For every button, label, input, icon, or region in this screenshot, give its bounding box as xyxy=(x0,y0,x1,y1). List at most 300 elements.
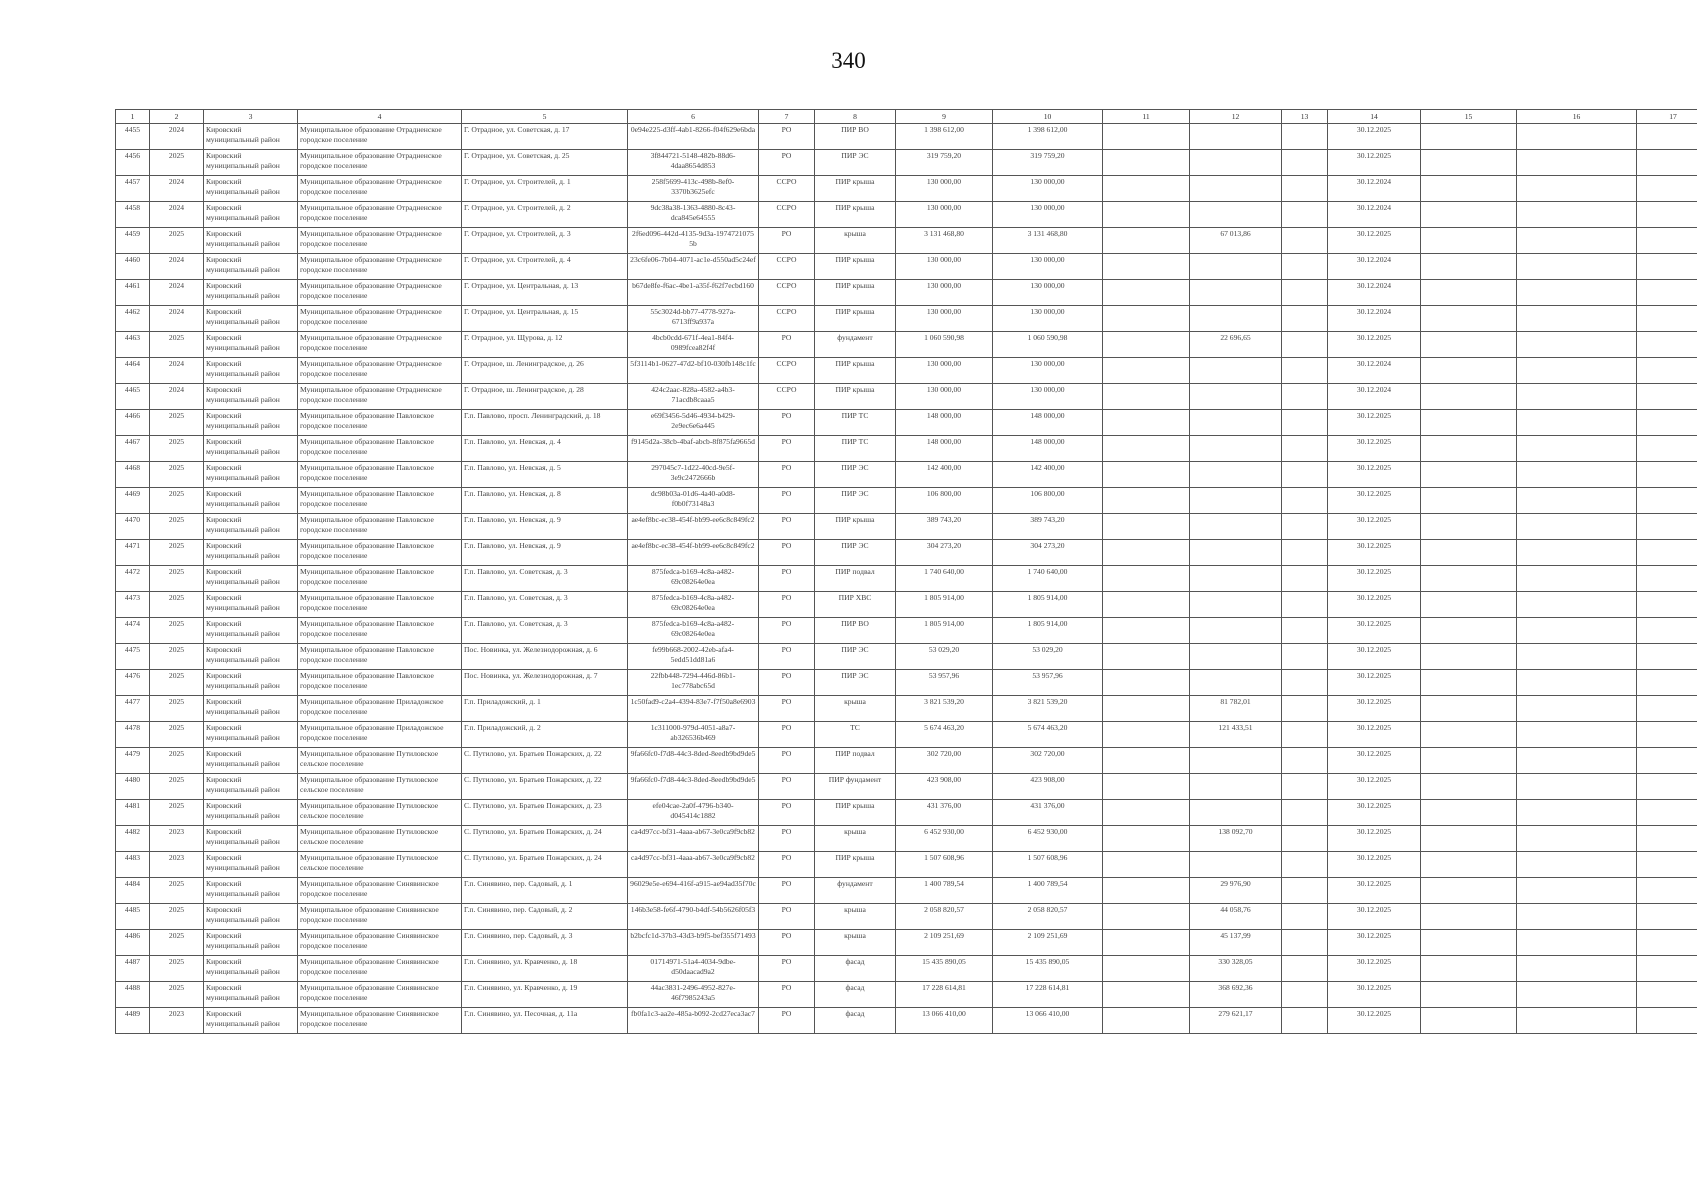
year-cell: 2025 xyxy=(150,150,204,176)
date-cell: 30.12.2025 xyxy=(1328,722,1421,748)
col-13-cell xyxy=(1282,774,1328,800)
col-12-cell xyxy=(1190,410,1282,436)
guid-cell: 146b3e58-fe6f-4790-b4df-54b5626f05f3 xyxy=(628,904,759,930)
column-header-3: 3 xyxy=(204,110,298,124)
row-number: 4473 xyxy=(116,592,150,618)
cost-total-cell: 142 400,00 xyxy=(993,462,1103,488)
date-cell: 30.12.2025 xyxy=(1328,956,1421,982)
district-cell: Кировский муниципальный район xyxy=(204,280,298,306)
col-17-cell xyxy=(1637,540,1697,566)
work-type-cell: фасад xyxy=(815,1008,896,1034)
cost-cell: 13 066 410,00 xyxy=(896,1008,993,1034)
guid-cell: ae4ef8bc-ec38-454f-bb99-ee6c8c849fc2 xyxy=(628,540,759,566)
col-11-cell xyxy=(1103,566,1190,592)
work-type-cell: фасад xyxy=(815,982,896,1008)
col-15-cell xyxy=(1421,202,1517,228)
col-15-cell xyxy=(1421,176,1517,202)
date-cell: 30.12.2025 xyxy=(1328,644,1421,670)
col-11-cell xyxy=(1103,150,1190,176)
year-cell: 2023 xyxy=(150,852,204,878)
date-cell: 30.12.2025 xyxy=(1328,332,1421,358)
row-number: 4486 xyxy=(116,930,150,956)
col-17-cell xyxy=(1637,410,1697,436)
work-type-cell: крыша xyxy=(815,826,896,852)
address-cell: Г.п. Павлово, ул. Невская, д. 9 xyxy=(462,514,628,540)
col-12-cell xyxy=(1190,774,1282,800)
municipality-cell: Муниципальное образование Отрадненское городское поселение xyxy=(298,254,462,280)
col-17-cell xyxy=(1637,592,1697,618)
work-type-cell: ТС xyxy=(815,722,896,748)
col-13-cell xyxy=(1282,930,1328,956)
col-15-cell xyxy=(1421,358,1517,384)
guid-cell: 875fedca-b169-4c8a-a482-69c08264e0ea xyxy=(628,592,759,618)
year-cell: 2024 xyxy=(150,384,204,410)
col-16-cell xyxy=(1517,280,1637,306)
register-table xyxy=(115,109,1697,1034)
cost-cell: 1 805 914,00 xyxy=(896,592,993,618)
col-11-cell xyxy=(1103,774,1190,800)
work-type-cell: ПИР ТС xyxy=(815,436,896,462)
col-17-cell xyxy=(1637,228,1697,254)
table-row xyxy=(116,514,1697,540)
district-cell: Кировский муниципальный район xyxy=(204,436,298,462)
table-row xyxy=(116,618,1697,644)
table-row xyxy=(116,358,1697,384)
col-11-cell xyxy=(1103,228,1190,254)
year-cell: 2024 xyxy=(150,358,204,384)
col-13-cell xyxy=(1282,1008,1328,1034)
col-15-cell xyxy=(1421,670,1517,696)
col-11-cell xyxy=(1103,254,1190,280)
col-12-cell xyxy=(1190,202,1282,228)
column-header-14: 14 xyxy=(1328,110,1421,124)
col-15-cell xyxy=(1421,410,1517,436)
work-type-cell: ПИР крыша xyxy=(815,176,896,202)
address-cell: С. Путилово, ул. Братьев Пожарских, д. 24 xyxy=(462,852,628,878)
table-body xyxy=(116,124,1697,1034)
municipality-cell: Муниципальное образование Синявинское городское поселение xyxy=(298,1008,462,1034)
col-16-cell xyxy=(1517,332,1637,358)
col-15-cell xyxy=(1421,514,1517,540)
year-cell: 2025 xyxy=(150,592,204,618)
table-row xyxy=(116,956,1697,982)
col-13-cell xyxy=(1282,280,1328,306)
cost-total-cell: 6 452 930,00 xyxy=(993,826,1103,852)
col-12-cell: 45 137,99 xyxy=(1190,930,1282,956)
col-15-cell xyxy=(1421,956,1517,982)
date-cell: 30.12.2025 xyxy=(1328,826,1421,852)
year-cell: 2023 xyxy=(150,826,204,852)
municipality-cell: Муниципальное образование Павловское городское поселение xyxy=(298,566,462,592)
work-type-cell: крыша xyxy=(815,930,896,956)
type-cell: ССРО xyxy=(759,280,815,306)
table-row xyxy=(116,930,1697,956)
address-cell: Г.п. Павлово, ул. Советская, д. 3 xyxy=(462,592,628,618)
col-16-cell xyxy=(1517,410,1637,436)
cost-total-cell: 13 066 410,00 xyxy=(993,1008,1103,1034)
cost-cell: 130 000,00 xyxy=(896,384,993,410)
guid-cell: fb0fa1c3-aa2e-485a-b092-2cd27eca3ac7 xyxy=(628,1008,759,1034)
municipality-cell: Муниципальное образование Отрадненское городское поселение xyxy=(298,228,462,254)
municipality-cell: Муниципальное образование Отрадненское городское поселение xyxy=(298,202,462,228)
date-cell: 30.12.2025 xyxy=(1328,982,1421,1008)
col-15-cell xyxy=(1421,826,1517,852)
type-cell: РО xyxy=(759,670,815,696)
guid-cell: ca4d97cc-bf31-4aaa-ab67-3e0ca9f9cb82 xyxy=(628,826,759,852)
municipality-cell: Муниципальное образование Отрадненское городское поселение xyxy=(298,124,462,150)
row-number: 4471 xyxy=(116,540,150,566)
cost-total-cell: 130 000,00 xyxy=(993,306,1103,332)
year-cell: 2024 xyxy=(150,202,204,228)
cost-cell: 142 400,00 xyxy=(896,462,993,488)
municipality-cell: Муниципальное образование Отрадненское городское поселение xyxy=(298,332,462,358)
type-cell: ССРО xyxy=(759,254,815,280)
district-cell: Кировский муниципальный район xyxy=(204,592,298,618)
col-15-cell xyxy=(1421,436,1517,462)
cost-cell: 1 398 612,00 xyxy=(896,124,993,150)
work-type-cell: ПИР крыша xyxy=(815,384,896,410)
table-row xyxy=(116,254,1697,280)
table-row xyxy=(116,384,1697,410)
district-cell: Кировский муниципальный район xyxy=(204,618,298,644)
year-cell: 2024 xyxy=(150,176,204,202)
cost-cell: 17 228 614,81 xyxy=(896,982,993,1008)
district-cell: Кировский муниципальный район xyxy=(204,930,298,956)
col-16-cell xyxy=(1517,722,1637,748)
row-number: 4484 xyxy=(116,878,150,904)
type-cell: РО xyxy=(759,722,815,748)
cost-cell: 5 674 463,20 xyxy=(896,722,993,748)
cost-total-cell: 1 805 914,00 xyxy=(993,618,1103,644)
type-cell: ССРО xyxy=(759,358,815,384)
district-cell: Кировский муниципальный район xyxy=(204,800,298,826)
address-cell: С. Путилово, ул. Братьев Пожарских, д. 22 xyxy=(462,748,628,774)
table-row xyxy=(116,332,1697,358)
guid-cell: 9fa66fc0-f7d8-44c3-8ded-8eedb9bd9de5 xyxy=(628,748,759,774)
col-16-cell xyxy=(1517,462,1637,488)
col-11-cell xyxy=(1103,878,1190,904)
address-cell: Г. Отрадное, ул. Советская, д. 17 xyxy=(462,124,628,150)
col-15-cell xyxy=(1421,462,1517,488)
address-cell: Г.п. Павлово, ул. Советская, д. 3 xyxy=(462,566,628,592)
col-12-cell: 279 621,17 xyxy=(1190,1008,1282,1034)
year-cell: 2025 xyxy=(150,878,204,904)
column-header-5: 5 xyxy=(462,110,628,124)
type-cell: РО xyxy=(759,826,815,852)
municipality-cell: Муниципальное образование Синявинское городское поселение xyxy=(298,878,462,904)
guid-cell: b67de8fe-f6ac-4be1-a35f-f62f7ecbd160 xyxy=(628,280,759,306)
cost-total-cell: 15 435 890,05 xyxy=(993,956,1103,982)
col-13-cell xyxy=(1282,852,1328,878)
date-cell: 30.12.2024 xyxy=(1328,280,1421,306)
district-cell: Кировский муниципальный район xyxy=(204,462,298,488)
date-cell: 30.12.2024 xyxy=(1328,384,1421,410)
col-11-cell xyxy=(1103,202,1190,228)
work-type-cell: фасад xyxy=(815,956,896,982)
col-16-cell xyxy=(1517,800,1637,826)
cost-total-cell: 130 000,00 xyxy=(993,254,1103,280)
col-11-cell xyxy=(1103,410,1190,436)
district-cell: Кировский муниципальный район xyxy=(204,774,298,800)
cost-total-cell: 1 740 640,00 xyxy=(993,566,1103,592)
col-15-cell xyxy=(1421,618,1517,644)
column-header-8: 8 xyxy=(815,110,896,124)
col-12-cell xyxy=(1190,852,1282,878)
type-cell: РО xyxy=(759,592,815,618)
col-13-cell xyxy=(1282,384,1328,410)
cost-total-cell: 1 400 789,54 xyxy=(993,878,1103,904)
col-11-cell xyxy=(1103,826,1190,852)
col-12-cell xyxy=(1190,644,1282,670)
col-17-cell xyxy=(1637,436,1697,462)
type-cell: РО xyxy=(759,644,815,670)
guid-cell: ca4d97cc-bf31-4aaa-ab67-3e0ca9f9cb82 xyxy=(628,852,759,878)
col-16-cell xyxy=(1517,696,1637,722)
municipality-cell: Муниципальное образование Павловское городское поселение xyxy=(298,644,462,670)
row-number: 4479 xyxy=(116,748,150,774)
municipality-cell: Муниципальное образование Синявинское городское поселение xyxy=(298,956,462,982)
col-11-cell xyxy=(1103,904,1190,930)
year-cell: 2024 xyxy=(150,254,204,280)
col-16-cell xyxy=(1517,826,1637,852)
column-header-12: 12 xyxy=(1190,110,1282,124)
table-row xyxy=(116,462,1697,488)
table-row xyxy=(116,1008,1697,1034)
col-13-cell xyxy=(1282,748,1328,774)
row-number: 4488 xyxy=(116,982,150,1008)
date-cell: 30.12.2025 xyxy=(1328,930,1421,956)
col-13-cell xyxy=(1282,410,1328,436)
table-row xyxy=(116,644,1697,670)
col-17-cell xyxy=(1637,124,1697,150)
district-cell: Кировский муниципальный район xyxy=(204,124,298,150)
work-type-cell: ПИР крыша xyxy=(815,358,896,384)
type-cell: ССРО xyxy=(759,384,815,410)
municipality-cell: Муниципальное образование Синявинское городское поселение xyxy=(298,982,462,1008)
col-17-cell xyxy=(1637,878,1697,904)
year-cell: 2025 xyxy=(150,982,204,1008)
district-cell: Кировский муниципальный район xyxy=(204,1008,298,1034)
col-13-cell xyxy=(1282,592,1328,618)
cost-cell: 1 060 590,98 xyxy=(896,332,993,358)
col-17-cell xyxy=(1637,800,1697,826)
col-15-cell xyxy=(1421,982,1517,1008)
guid-cell: fe99b668-2002-42eb-afa4-5edd51dd81a6 xyxy=(628,644,759,670)
guid-cell: 3f844721-5148-482b-88d6-4daa8654d853 xyxy=(628,150,759,176)
cost-cell: 106 800,00 xyxy=(896,488,993,514)
cost-total-cell: 3 821 539,20 xyxy=(993,696,1103,722)
municipality-cell: Муниципальное образование Павловское городское поселение xyxy=(298,592,462,618)
cost-cell: 148 000,00 xyxy=(896,436,993,462)
work-type-cell: ПИР ЭС xyxy=(815,670,896,696)
date-cell: 30.12.2024 xyxy=(1328,202,1421,228)
district-cell: Кировский муниципальный район xyxy=(204,176,298,202)
address-cell: Г.п. Павлово, ул. Советская, д. 3 xyxy=(462,618,628,644)
cost-total-cell: 304 273,20 xyxy=(993,540,1103,566)
cost-total-cell: 130 000,00 xyxy=(993,358,1103,384)
col-15-cell xyxy=(1421,306,1517,332)
date-cell: 30.12.2025 xyxy=(1328,228,1421,254)
col-17-cell xyxy=(1637,904,1697,930)
table-row xyxy=(116,800,1697,826)
col-15-cell xyxy=(1421,254,1517,280)
district-cell: Кировский муниципальный район xyxy=(204,566,298,592)
cost-total-cell: 431 376,00 xyxy=(993,800,1103,826)
col-17-cell xyxy=(1637,644,1697,670)
cost-total-cell: 5 674 463,20 xyxy=(993,722,1103,748)
type-cell: РО xyxy=(759,462,815,488)
col-17-cell xyxy=(1637,488,1697,514)
row-number: 4470 xyxy=(116,514,150,540)
col-13-cell xyxy=(1282,722,1328,748)
row-number: 4465 xyxy=(116,384,150,410)
type-cell: ССРО xyxy=(759,306,815,332)
address-cell: Г.п. Павлово, ул. Невская, д. 9 xyxy=(462,540,628,566)
municipality-cell: Муниципальное образование Путиловское сельское поселение xyxy=(298,852,462,878)
date-cell: 30.12.2025 xyxy=(1328,566,1421,592)
row-number: 4458 xyxy=(116,202,150,228)
type-cell: РО xyxy=(759,904,815,930)
cost-total-cell: 130 000,00 xyxy=(993,384,1103,410)
district-cell: Кировский муниципальный район xyxy=(204,878,298,904)
row-number: 4462 xyxy=(116,306,150,332)
col-17-cell xyxy=(1637,956,1697,982)
date-cell: 30.12.2024 xyxy=(1328,254,1421,280)
row-number: 4480 xyxy=(116,774,150,800)
col-15-cell xyxy=(1421,878,1517,904)
district-cell: Кировский муниципальный район xyxy=(204,150,298,176)
col-13-cell xyxy=(1282,904,1328,930)
year-cell: 2024 xyxy=(150,306,204,332)
district-cell: Кировский муниципальный район xyxy=(204,358,298,384)
table-row xyxy=(116,202,1697,228)
col-11-cell xyxy=(1103,852,1190,878)
guid-cell: 9fa66fc0-f7d8-44c3-8ded-8eedb9bd9de5 xyxy=(628,774,759,800)
col-17-cell xyxy=(1637,358,1697,384)
col-16-cell xyxy=(1517,670,1637,696)
year-cell: 2025 xyxy=(150,800,204,826)
year-cell: 2025 xyxy=(150,722,204,748)
col-16-cell xyxy=(1517,878,1637,904)
type-cell: РО xyxy=(759,774,815,800)
district-cell: Кировский муниципальный район xyxy=(204,748,298,774)
col-17-cell xyxy=(1637,150,1697,176)
type-cell: РО xyxy=(759,150,815,176)
work-type-cell: фундамент xyxy=(815,332,896,358)
col-11-cell xyxy=(1103,670,1190,696)
col-15-cell xyxy=(1421,332,1517,358)
col-15-cell xyxy=(1421,150,1517,176)
guid-cell: 1c311000-979d-4051-a8a7-ab326536b469 xyxy=(628,722,759,748)
cost-cell: 1 400 789,54 xyxy=(896,878,993,904)
address-cell: Г.п. Павлово, ул. Невская, д. 5 xyxy=(462,462,628,488)
guid-cell: 875fedca-b169-4c8a-a482-69c08264e0ea xyxy=(628,618,759,644)
col-12-cell xyxy=(1190,540,1282,566)
cost-total-cell: 53 957,96 xyxy=(993,670,1103,696)
col-11-cell xyxy=(1103,540,1190,566)
row-number: 4459 xyxy=(116,228,150,254)
year-cell: 2025 xyxy=(150,436,204,462)
col-12-cell: 330 328,05 xyxy=(1190,956,1282,982)
table-row xyxy=(116,722,1697,748)
column-header-1: 1 xyxy=(116,110,150,124)
year-cell: 2025 xyxy=(150,774,204,800)
table-row xyxy=(116,566,1697,592)
col-17-cell xyxy=(1637,774,1697,800)
col-16-cell xyxy=(1517,150,1637,176)
column-header-2: 2 xyxy=(150,110,204,124)
col-15-cell xyxy=(1421,696,1517,722)
date-cell: 30.12.2025 xyxy=(1328,488,1421,514)
col-16-cell xyxy=(1517,904,1637,930)
cost-total-cell: 423 908,00 xyxy=(993,774,1103,800)
col-11-cell xyxy=(1103,462,1190,488)
column-header-13: 13 xyxy=(1282,110,1328,124)
col-17-cell xyxy=(1637,670,1697,696)
work-type-cell: ПИР ЭС xyxy=(815,150,896,176)
col-13-cell xyxy=(1282,826,1328,852)
district-cell: Кировский муниципальный район xyxy=(204,332,298,358)
year-cell: 2025 xyxy=(150,540,204,566)
year-cell: 2025 xyxy=(150,670,204,696)
municipality-cell: Муниципальное образование Путиловское сельское поселение xyxy=(298,774,462,800)
address-cell: Г.п. Павлово, ул. Невская, д. 4 xyxy=(462,436,628,462)
type-cell: РО xyxy=(759,800,815,826)
col-13-cell xyxy=(1282,228,1328,254)
row-number: 4461 xyxy=(116,280,150,306)
work-type-cell: ПИР крыша xyxy=(815,514,896,540)
work-type-cell: ПИР ТС xyxy=(815,410,896,436)
guid-cell: ae4ef8bc-ec38-454f-bb99-ee6c8c849fc2 xyxy=(628,514,759,540)
date-cell: 30.12.2025 xyxy=(1328,462,1421,488)
cost-cell: 3 821 539,20 xyxy=(896,696,993,722)
col-13-cell xyxy=(1282,124,1328,150)
district-cell: Кировский муниципальный район xyxy=(204,644,298,670)
guid-cell: dc98b03a-01d6-4a40-a0d8-f0b0f73148a3 xyxy=(628,488,759,514)
type-cell: РО xyxy=(759,1008,815,1034)
cost-total-cell: 148 000,00 xyxy=(993,436,1103,462)
col-17-cell xyxy=(1637,384,1697,410)
table-row xyxy=(116,774,1697,800)
year-cell: 2024 xyxy=(150,124,204,150)
cost-cell: 130 000,00 xyxy=(896,358,993,384)
col-16-cell xyxy=(1517,852,1637,878)
table-row xyxy=(116,410,1697,436)
col-13-cell xyxy=(1282,358,1328,384)
guid-cell: efe04cae-2a0f-4796-b340-d045414c1882 xyxy=(628,800,759,826)
cost-total-cell: 1 805 914,00 xyxy=(993,592,1103,618)
col-16-cell xyxy=(1517,930,1637,956)
row-number: 4478 xyxy=(116,722,150,748)
guid-cell: 55c3024d-bb77-4778-927a-6713ff9a937a xyxy=(628,306,759,332)
year-cell: 2025 xyxy=(150,956,204,982)
row-number: 4489 xyxy=(116,1008,150,1034)
col-11-cell xyxy=(1103,592,1190,618)
district-cell: Кировский муниципальный район xyxy=(204,306,298,332)
cost-cell: 130 000,00 xyxy=(896,254,993,280)
col-13-cell xyxy=(1282,332,1328,358)
year-cell: 2025 xyxy=(150,930,204,956)
year-cell: 2023 xyxy=(150,1008,204,1034)
year-cell: 2025 xyxy=(150,332,204,358)
table-row xyxy=(116,904,1697,930)
col-13-cell xyxy=(1282,982,1328,1008)
municipality-cell: Муниципальное образование Павловское городское поселение xyxy=(298,436,462,462)
district-cell: Кировский муниципальный район xyxy=(204,202,298,228)
work-type-cell: ПИР крыша xyxy=(815,306,896,332)
date-cell: 30.12.2024 xyxy=(1328,176,1421,202)
col-12-cell xyxy=(1190,488,1282,514)
